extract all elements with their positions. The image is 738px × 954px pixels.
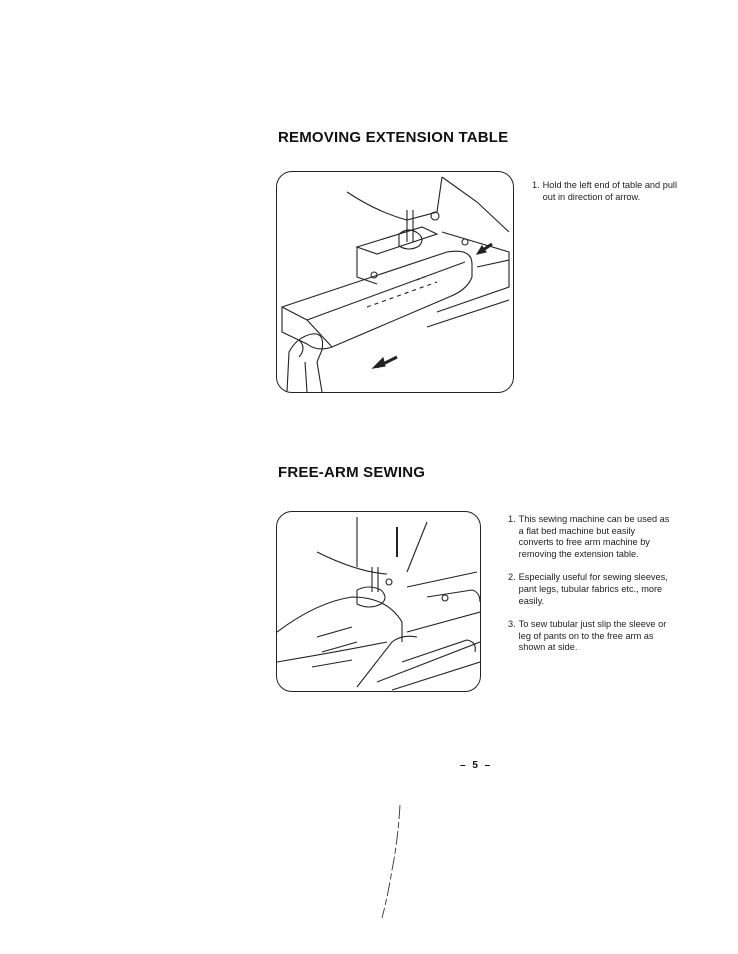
list-item bbox=[508, 572, 672, 607]
instructions-removing-extension-table bbox=[532, 180, 678, 215]
step-number: 1. bbox=[532, 180, 540, 190]
scan-mark bbox=[370, 800, 410, 920]
section-title-free-arm-sewing: FREE-ARM SEWING bbox=[278, 464, 426, 481]
step-text: Hold the left end of table and pull out in direction of arrow. bbox=[542, 180, 678, 202]
step-text: Especially useful for sewing sleeves, pant legs, tubular fabrics etc., more easily. bbox=[518, 572, 668, 606]
list-item bbox=[508, 514, 672, 560]
free-arm-sewing-illustration bbox=[276, 511, 481, 692]
step-text: This sewing machine can be used as a flat bed machine but easily converts to free arm machine by removing the extension table. bbox=[518, 514, 670, 559]
step-number: 3. bbox=[508, 619, 516, 630]
list-item bbox=[508, 619, 672, 654]
list-item bbox=[532, 180, 678, 203]
step-number: 1. bbox=[508, 514, 516, 524]
section-title-removing-extension-table: REMOVING EXTENSION TABLE bbox=[278, 129, 509, 146]
step-number: 2. bbox=[508, 572, 516, 583]
page-number: – 5 – bbox=[460, 760, 493, 771]
extension-table-removal-illustration bbox=[276, 171, 514, 393]
step-text: To sew tubular just slip the sleeve or leg of pants on to the free arm as shown at side. bbox=[518, 619, 667, 653]
instructions-free-arm-sewing bbox=[508, 514, 672, 666]
